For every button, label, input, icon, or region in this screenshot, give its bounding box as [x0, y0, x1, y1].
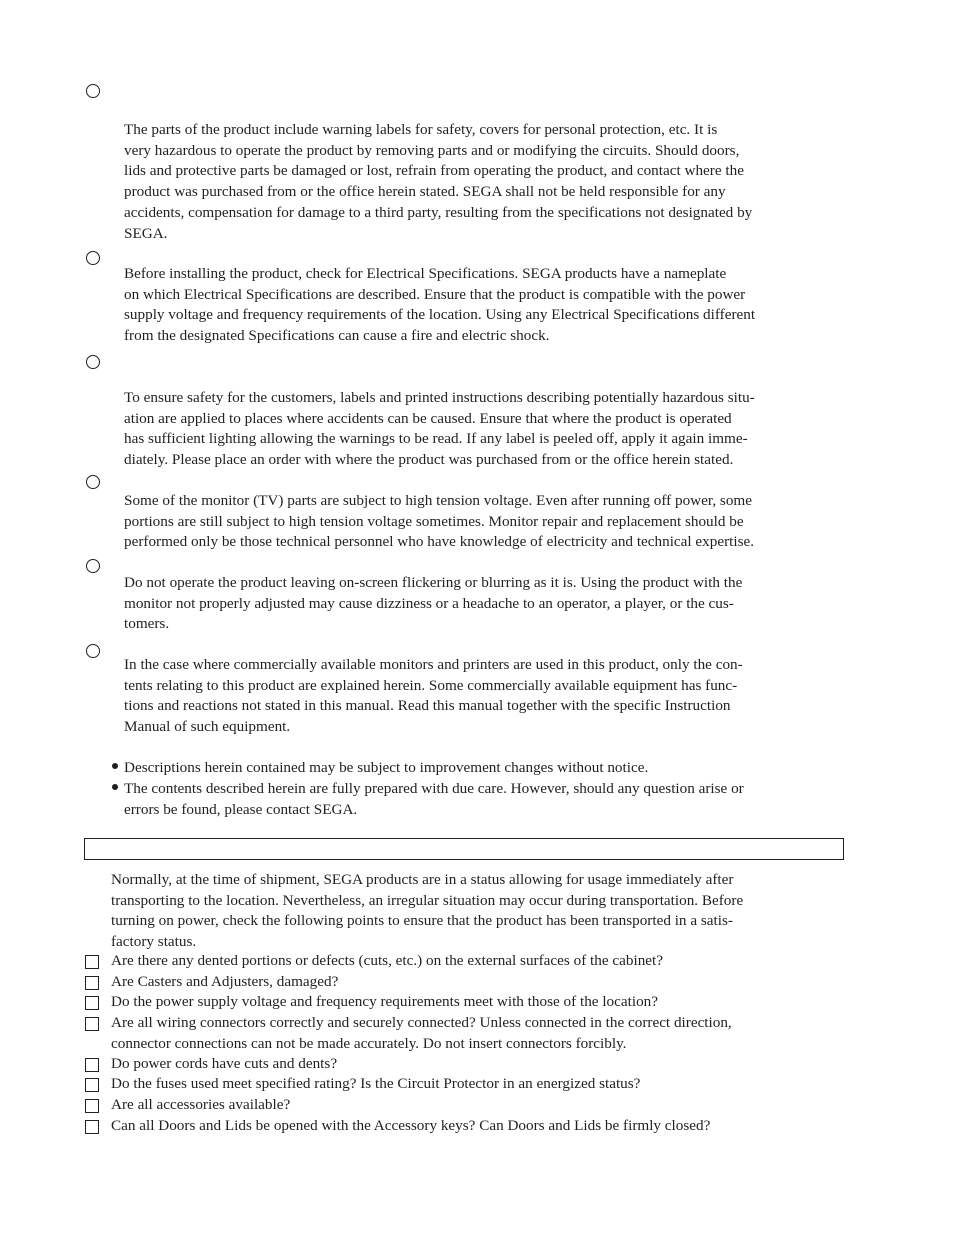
checkbox[interactable]: [85, 1058, 99, 1072]
note-item: Descriptions herein contained may be subject to improvement changes without notice.: [124, 759, 649, 776]
safety-paragraph: The parts of the product include warning labels for safety, covers for personal protection, etc. It is very hazardous to operate the product by removing parts and or modifying the circuits. Should doors, lids and protective parts be damaged or lost, refrain from operating the product, and contact where the product was purchased from or the office herein stated. SEGA shall not be held responsible for any accidents, compensation for damage to a third party, resulting from the specifications not designated by SEGA.: [124, 121, 753, 242]
checklist-text: Are Casters and Adjusters, damaged?: [111, 973, 339, 990]
inspection-intro: Normally, at the time of shipment, SEGA products are in a status allowing for usage immediately after transporting to the location. Nevertheless, an irregular situation may occur during transportation. Before turning on power, check the following points to ensure that the product has been transported in a satis- factory status.: [111, 871, 744, 951]
checklist-text: Are all wiring connectors correctly and securely connected? Unless connected in the correct direction, connector connections can not be made accurately. Do not insert connectors forcibly.: [111, 1014, 732, 1052]
safety-paragraph: Some of the monitor (TV) parts are subject to high tension voltage. Even after running off power, some portions are still subject to high tension voltage sometimes. Monitor repair and replacement should be performed only be those technical personnel who have knowledge of electricity and technical expertise.: [124, 492, 755, 551]
checkbox[interactable]: [85, 1120, 99, 1134]
checkbox[interactable]: [85, 955, 99, 969]
checkbox[interactable]: [85, 1078, 99, 1092]
checkbox[interactable]: [85, 1099, 99, 1113]
checkbox[interactable]: [85, 976, 99, 990]
checkbox[interactable]: [85, 996, 99, 1010]
bullet-dot: [112, 784, 118, 790]
circle-marker: [86, 355, 100, 369]
note-item: The contents described herein are fully prepared with due care. However, should any question arise or errors be found, please contact SEGA.: [124, 780, 744, 818]
circle-marker: [86, 84, 100, 98]
safety-paragraph: In the case where commercially available monitors and printers are used in this product, only the con- tents relating to this product are explained herein. Some commercially available equipment has func- tions and reactions not stated in this manual. Read this manual together with the specific Instruction Manual of such equipment.: [124, 656, 743, 736]
checklist-text: Do power cords have cuts and dents?: [111, 1055, 338, 1072]
circle-marker: [86, 644, 100, 658]
checklist-text: Can all Doors and Lids be opened with the Accessory keys? Can Doors and Lids be firmly closed?: [111, 1117, 711, 1134]
checklist-text: Are there any dented portions or defects (cuts, etc.) on the external surfaces of the cabinet?: [111, 952, 663, 969]
circle-marker: [86, 251, 100, 265]
checklist-text: Do the power supply voltage and frequency requirements meet with those of the location?: [111, 993, 659, 1010]
bullet-dot: [112, 763, 118, 769]
checkbox[interactable]: [85, 1017, 99, 1031]
safety-paragraph: Before installing the product, check for Electrical Specifications. SEGA products have a nameplate on which Electrical Specifications are described. Ensure that the product is compatible with the power supply voltage and frequency requirements of the location. Using any Electrical Specifications different from the designated Specifications can cause a fire and electric shock.: [124, 265, 756, 345]
safety-paragraph: To ensure safety for the customers, labels and printed instructions describing potentially hazardous situ- ation are applied to places where accidents can be caused. Ensure that where the product is operated has sufficient lighting allowing the warnings to be read. If any label is peeled off, apply it again imme- diately. Please place an order with where the product was purchased from or the office herein stated.: [124, 389, 755, 469]
checklist-text: Do the fuses used meet specified rating? Is the Circuit Protector in an energized status?: [111, 1075, 641, 1092]
circle-marker: [86, 559, 100, 573]
section-header-box: [84, 838, 844, 860]
checklist-text: Are all accessories available?: [111, 1096, 291, 1113]
safety-paragraph: Do not operate the product leaving on-screen flickering or blurring as it is. Using the product with the monitor not properly adjusted may cause dizziness or a headache to an operator, a player, or the cus- tomers.: [124, 574, 743, 633]
circle-marker: [86, 475, 100, 489]
